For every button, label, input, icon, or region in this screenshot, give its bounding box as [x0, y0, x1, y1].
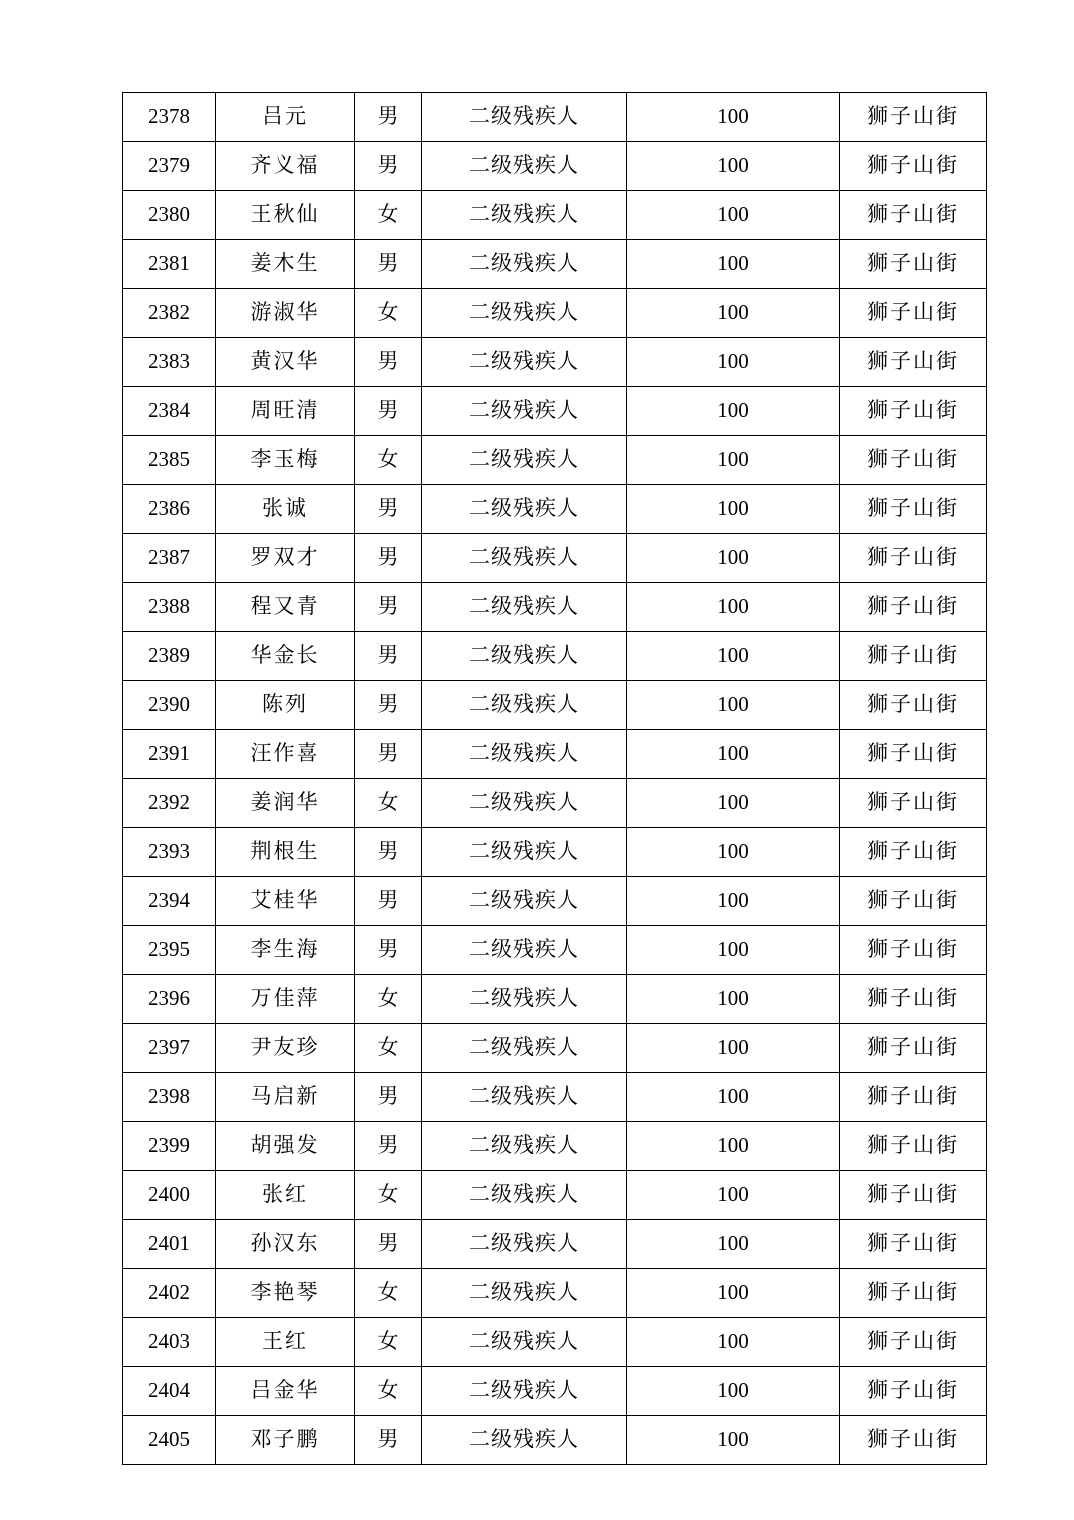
cell-area: 狮子山街 — [840, 1367, 987, 1416]
table-row — [123, 632, 987, 681]
cell-sex: 男 — [355, 926, 422, 975]
table-row — [123, 338, 987, 387]
cell-name: 游淑华 — [216, 289, 355, 338]
cell-amount: 100 — [627, 1024, 840, 1073]
cell-type: 二级残疾人 — [422, 289, 627, 338]
cell-amount: 100 — [627, 975, 840, 1024]
cell-name: 李艳琴 — [216, 1269, 355, 1318]
cell-amount: 100 — [627, 142, 840, 191]
cell-name: 孙汉东 — [216, 1220, 355, 1269]
cell-area: 狮子山街 — [840, 1122, 987, 1171]
cell-id: 2401 — [123, 1220, 216, 1269]
cell-name: 陈列 — [216, 681, 355, 730]
cell-name: 周旺清 — [216, 387, 355, 436]
table-row — [123, 681, 987, 730]
cell-sex: 男 — [355, 534, 422, 583]
cell-sex: 女 — [355, 191, 422, 240]
table-row — [123, 975, 987, 1024]
cell-sex: 男 — [355, 632, 422, 681]
table-row — [123, 1220, 987, 1269]
cell-type: 二级残疾人 — [422, 1416, 627, 1465]
cell-sex: 女 — [355, 436, 422, 485]
cell-amount: 100 — [627, 191, 840, 240]
cell-type: 二级残疾人 — [422, 632, 627, 681]
cell-name: 程又青 — [216, 583, 355, 632]
cell-amount: 100 — [627, 240, 840, 289]
cell-area: 狮子山街 — [840, 534, 987, 583]
cell-id: 2380 — [123, 191, 216, 240]
cell-type: 二级残疾人 — [422, 1171, 627, 1220]
cell-id: 2395 — [123, 926, 216, 975]
cell-type: 二级残疾人 — [422, 877, 627, 926]
cell-name: 尹友珍 — [216, 1024, 355, 1073]
cell-id: 2392 — [123, 779, 216, 828]
cell-amount: 100 — [627, 877, 840, 926]
cell-area: 狮子山街 — [840, 387, 987, 436]
cell-amount: 100 — [627, 1318, 840, 1367]
cell-amount: 100 — [627, 1073, 840, 1122]
cell-name: 邓子鹏 — [216, 1416, 355, 1465]
table-row — [123, 583, 987, 632]
cell-name: 吕元 — [216, 93, 355, 142]
cell-name: 王红 — [216, 1318, 355, 1367]
cell-amount: 100 — [627, 289, 840, 338]
cell-area: 狮子山街 — [840, 142, 987, 191]
cell-amount: 100 — [627, 1416, 840, 1465]
cell-type: 二级残疾人 — [422, 828, 627, 877]
cell-id: 2399 — [123, 1122, 216, 1171]
cell-name: 李生海 — [216, 926, 355, 975]
cell-id: 2383 — [123, 338, 216, 387]
cell-sex: 男 — [355, 1416, 422, 1465]
table-row — [123, 1122, 987, 1171]
cell-sex: 男 — [355, 240, 422, 289]
cell-id: 2382 — [123, 289, 216, 338]
table-row — [123, 730, 987, 779]
cell-id: 2387 — [123, 534, 216, 583]
cell-id: 2396 — [123, 975, 216, 1024]
cell-name: 艾桂华 — [216, 877, 355, 926]
cell-area: 狮子山街 — [840, 240, 987, 289]
cell-amount: 100 — [627, 730, 840, 779]
cell-amount: 100 — [627, 436, 840, 485]
cell-sex: 女 — [355, 1024, 422, 1073]
cell-sex: 女 — [355, 1318, 422, 1367]
cell-sex: 女 — [355, 779, 422, 828]
cell-area: 狮子山街 — [840, 681, 987, 730]
cell-sex: 男 — [355, 93, 422, 142]
cell-name: 姜木生 — [216, 240, 355, 289]
cell-amount: 100 — [627, 93, 840, 142]
cell-id: 2405 — [123, 1416, 216, 1465]
cell-area: 狮子山街 — [840, 926, 987, 975]
cell-type: 二级残疾人 — [422, 534, 627, 583]
cell-sex: 男 — [355, 730, 422, 779]
cell-sex: 男 — [355, 338, 422, 387]
cell-id: 2394 — [123, 877, 216, 926]
cell-sex: 女 — [355, 1367, 422, 1416]
cell-id: 2397 — [123, 1024, 216, 1073]
cell-name: 吕金华 — [216, 1367, 355, 1416]
cell-id: 2402 — [123, 1269, 216, 1318]
cell-amount: 100 — [627, 632, 840, 681]
cell-area: 狮子山街 — [840, 485, 987, 534]
cell-type: 二级残疾人 — [422, 583, 627, 632]
table-row — [123, 534, 987, 583]
cell-area: 狮子山街 — [840, 779, 987, 828]
cell-sex: 女 — [355, 1269, 422, 1318]
cell-id: 2378 — [123, 93, 216, 142]
table-row — [123, 877, 987, 926]
table-row — [123, 240, 987, 289]
cell-id: 2400 — [123, 1171, 216, 1220]
cell-amount: 100 — [627, 338, 840, 387]
cell-id: 2381 — [123, 240, 216, 289]
cell-type: 二级残疾人 — [422, 1269, 627, 1318]
table-row — [123, 1024, 987, 1073]
cell-area: 狮子山街 — [840, 1220, 987, 1269]
cell-name: 胡强发 — [216, 1122, 355, 1171]
table-row — [123, 1269, 987, 1318]
cell-type: 二级残疾人 — [422, 681, 627, 730]
cell-type: 二级残疾人 — [422, 142, 627, 191]
table-row — [123, 387, 987, 436]
cell-amount: 100 — [627, 779, 840, 828]
cell-type: 二级残疾人 — [422, 1367, 627, 1416]
cell-amount: 100 — [627, 1269, 840, 1318]
cell-area: 狮子山街 — [840, 436, 987, 485]
cell-name: 万佳萍 — [216, 975, 355, 1024]
cell-area: 狮子山街 — [840, 1024, 987, 1073]
cell-sex: 男 — [355, 485, 422, 534]
cell-id: 2393 — [123, 828, 216, 877]
cell-area: 狮子山街 — [840, 1171, 987, 1220]
cell-name: 马启新 — [216, 1073, 355, 1122]
table-row — [123, 926, 987, 975]
cell-amount: 100 — [627, 387, 840, 436]
records-table — [122, 92, 987, 1465]
cell-type: 二级残疾人 — [422, 240, 627, 289]
table-row — [123, 485, 987, 534]
cell-type: 二级残疾人 — [422, 93, 627, 142]
cell-amount: 100 — [627, 828, 840, 877]
cell-type: 二级残疾人 — [422, 191, 627, 240]
cell-id: 2398 — [123, 1073, 216, 1122]
cell-sex: 男 — [355, 681, 422, 730]
cell-type: 二级残疾人 — [422, 485, 627, 534]
cell-type: 二级残疾人 — [422, 926, 627, 975]
cell-type: 二级残疾人 — [422, 1122, 627, 1171]
cell-id: 2404 — [123, 1367, 216, 1416]
cell-id: 2391 — [123, 730, 216, 779]
cell-amount: 100 — [627, 583, 840, 632]
cell-name: 李玉梅 — [216, 436, 355, 485]
cell-name: 华金长 — [216, 632, 355, 681]
cell-type: 二级残疾人 — [422, 779, 627, 828]
table-row — [123, 1171, 987, 1220]
cell-id: 2379 — [123, 142, 216, 191]
cell-area: 狮子山街 — [840, 730, 987, 779]
cell-sex: 男 — [355, 877, 422, 926]
cell-type: 二级残疾人 — [422, 436, 627, 485]
table-row — [123, 93, 987, 142]
cell-id: 2384 — [123, 387, 216, 436]
records-table-body — [123, 93, 987, 1465]
cell-area: 狮子山街 — [840, 632, 987, 681]
cell-amount: 100 — [627, 1171, 840, 1220]
cell-type: 二级残疾人 — [422, 387, 627, 436]
cell-area: 狮子山街 — [840, 583, 987, 632]
cell-amount: 100 — [627, 1220, 840, 1269]
cell-area: 狮子山街 — [840, 1416, 987, 1465]
cell-name: 张红 — [216, 1171, 355, 1220]
table-row — [123, 191, 987, 240]
cell-name: 张诚 — [216, 485, 355, 534]
cell-area: 狮子山街 — [840, 191, 987, 240]
cell-name: 齐义福 — [216, 142, 355, 191]
cell-id: 2386 — [123, 485, 216, 534]
cell-name: 黄汉华 — [216, 338, 355, 387]
cell-area: 狮子山街 — [840, 877, 987, 926]
cell-sex: 男 — [355, 387, 422, 436]
cell-type: 二级残疾人 — [422, 338, 627, 387]
cell-type: 二级残疾人 — [422, 730, 627, 779]
cell-area: 狮子山街 — [840, 289, 987, 338]
cell-area: 狮子山街 — [840, 1318, 987, 1367]
cell-name: 汪作喜 — [216, 730, 355, 779]
cell-area: 狮子山街 — [840, 1269, 987, 1318]
cell-area: 狮子山街 — [840, 1073, 987, 1122]
cell-area: 狮子山街 — [840, 93, 987, 142]
table-row — [123, 142, 987, 191]
cell-name: 王秋仙 — [216, 191, 355, 240]
cell-id: 2389 — [123, 632, 216, 681]
cell-sex: 男 — [355, 142, 422, 191]
cell-type: 二级残疾人 — [422, 1318, 627, 1367]
cell-amount: 100 — [627, 681, 840, 730]
table-row — [123, 1367, 987, 1416]
cell-type: 二级残疾人 — [422, 1220, 627, 1269]
cell-id: 2390 — [123, 681, 216, 730]
table-row — [123, 1318, 987, 1367]
cell-area: 狮子山街 — [840, 975, 987, 1024]
cell-sex: 男 — [355, 1073, 422, 1122]
cell-amount: 100 — [627, 926, 840, 975]
cell-name: 荆根生 — [216, 828, 355, 877]
cell-id: 2388 — [123, 583, 216, 632]
cell-type: 二级残疾人 — [422, 975, 627, 1024]
cell-amount: 100 — [627, 1122, 840, 1171]
cell-name: 姜润华 — [216, 779, 355, 828]
cell-sex: 男 — [355, 828, 422, 877]
cell-area: 狮子山街 — [840, 828, 987, 877]
cell-type: 二级残疾人 — [422, 1073, 627, 1122]
cell-area: 狮子山街 — [840, 338, 987, 387]
table-row — [123, 779, 987, 828]
table-row — [123, 1073, 987, 1122]
cell-amount: 100 — [627, 1367, 840, 1416]
cell-type: 二级残疾人 — [422, 1024, 627, 1073]
cell-amount: 100 — [627, 534, 840, 583]
table-row — [123, 1416, 987, 1465]
cell-sex: 女 — [355, 975, 422, 1024]
cell-sex: 女 — [355, 289, 422, 338]
cell-sex: 男 — [355, 1220, 422, 1269]
cell-sex: 男 — [355, 1122, 422, 1171]
cell-id: 2403 — [123, 1318, 216, 1367]
cell-amount: 100 — [627, 485, 840, 534]
table-row — [123, 289, 987, 338]
table-row — [123, 828, 987, 877]
table-row — [123, 436, 987, 485]
cell-name: 罗双才 — [216, 534, 355, 583]
cell-sex: 男 — [355, 583, 422, 632]
cell-sex: 女 — [355, 1171, 422, 1220]
cell-id: 2385 — [123, 436, 216, 485]
